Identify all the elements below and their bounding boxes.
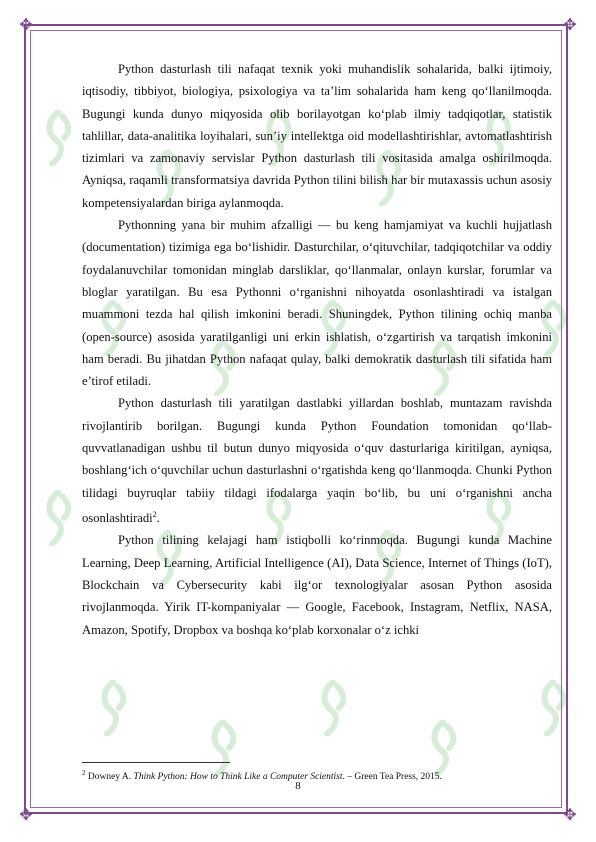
paragraph-2: Pythonning yana bir muhim afzalligi — bu keng hamjamiyat va kuchli hujjatlash (documentation) tizimiga ega bo‘lishidir. Dasturchilar, o‘qituvchilar, tadqiqotchilar va oddiy foydalanuvchilar tomonidan minglab darsliklar, qo‘llanmalar, onlayn kurslar, forumlar va bloglar yaratilgan. Bu esa Pythonni o‘rganishni nihoyatda osonlashtiradi va istalgan muammoni tezda hal qilish imkonini beradi. Shuningdek, Python tilining ochiq manba (open-source) asosida yaratilganligi uni erkin ishlatish, o‘zgartirish va tarqatish imkonini ham beradi. Bu jihatdan Python nafaqat qulay, balki demokratik dasturlash tili sifatida ham e’tirof etiladi. (82, 218, 552, 389)
watermark-glyph-icon (40, 490, 76, 546)
page-number: 8 (295, 780, 301, 792)
paragraph-4: Python tilining kelajagi ham istiqbolli ko‘rinmoqda. Bugungi kunda Machine Learning, Deep Learning, Artificial Intelligence (AI), Data Science, Internet of Things (IoT), Blockchain va Cybersecurity kabi ilg‘or texnologiyalar asosan Python asosida rivojlanmoqda. Yirik IT-kompaniyalar — Google, Facebook, Instagram, Netflix, NASA, Amazon, Spotify, Dropbox va boshqa ko‘plab korxonalar o‘z ichki (82, 533, 552, 637)
footnote-author: Downey A. (87, 772, 134, 783)
paragraph-3: Python dasturlash tili yaratilgan dastlabki yillardan boshlab, muntazam ravishda rivojlantirib borilgan. Bugungi kunda Python Foundation tomonidan qo‘llab-quvvatlanadigan ushbu til butun dunyo miqyosida o‘quv dasturlariga kiritilgan, ayniqsa, boshlang‘ich o‘quvchilar uchun dasturlashni o‘rgatishda keng qo‘llanmoqda. Chunki Python tilidagi buyruqlar tabiiy tildagi ifodalarga yaqin bo‘lib, bu uni o‘rganishni ancha osonlashtiradi$^2$. (82, 396, 552, 526)
corner-ornament-icon: ✥ (19, 17, 33, 34)
footnote-marker: 2 (82, 769, 86, 777)
corner-ornament-icon: ✥ (19, 807, 33, 824)
footnote-reference[interactable]: 2 (152, 509, 157, 519)
footnote-publisher: . – Green Tea Press, 2015. (342, 772, 442, 783)
corner-ornament-icon: ✥ (563, 17, 577, 34)
corner-ornament-icon: ✥ (563, 807, 577, 824)
paragraph-3-text: Python dasturlash tili yaratilgan dastlabki yillardan boshlab, muntazam ravishda rivojlantirib borilgan. Bugungi kunda Python Foundation tomonidan qo‘llab-quvvatlanadigan ushbu til butun dunyo miqyosida o‘quv dasturlariga kiritilgan, ayniqsa, boshlang‘ich o‘quvchilar uchun dasturlashni o‘rgatishda keng qo‘llanmoqda. Chunki Python tilidagi buyruqlar tabiiy tildagi ifodalarga yaqin bo‘lib, bu uni o‘rganishni ancha osonlashtiradi (82, 396, 552, 526)
watermark-glyph-icon (315, 680, 351, 736)
body-text (82, 58, 552, 641)
watermark-glyph-icon (40, 110, 76, 166)
footnote-title: Think Python: How to Think Like a Computer Scientist (133, 772, 343, 783)
paragraph-1: Python dasturlash tili nafaqat texnik yoki muhandislik sohalarida, balki ijtimoiy, iqtisodiy, tibbiyot, biologiya, psixologiya va ta’lim sohalarida ham keng qo‘llanilmoqda. Bugungi kunda dunyo miqyosida olib borilayotgan ko‘plab ilmiy tadqiqotlar, statistik tahlillar, data-analitika loyihalari, sun’iy intellektga oid modellashtirishlar, avtomatlashtirish tizimlari va zamonaviy servislar Python dasturlash tili vositasida amalga oshirilmoqda. Ayniqsa, raqamli transformatsiya davrida Python tilini bilish har bir mutaxassis uchun asosiy kompetensiyalardan biriga aylanmoqda. (82, 62, 552, 210)
watermark-glyph-icon (535, 680, 571, 736)
watermark-glyph-icon (95, 680, 131, 736)
footnote-divider (82, 762, 230, 763)
